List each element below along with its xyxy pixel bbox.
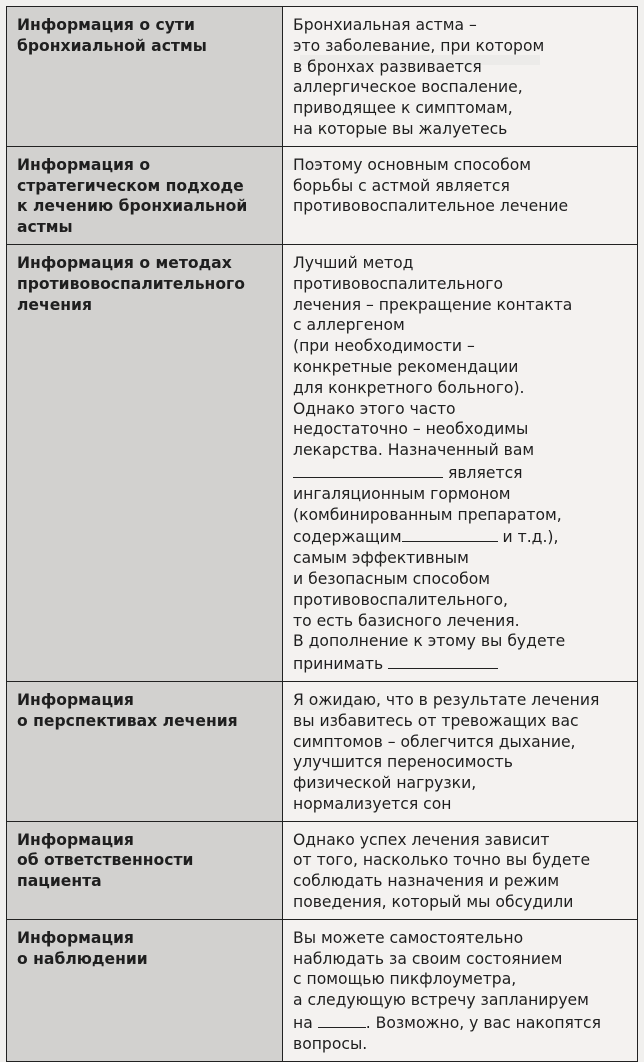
text-line: в бронхах развивается (293, 57, 482, 76)
topic-line: об ответственности (17, 851, 194, 870)
row-topic (7, 146, 283, 244)
text-line: с помощью пикфлоуметра, (293, 970, 517, 989)
text-line: Лучший метод (293, 253, 414, 272)
table-row (7, 146, 638, 244)
text-line: Однако этого часто (293, 399, 456, 418)
topic-line: Информация о методах (17, 253, 232, 272)
text-line: с аллергеном (293, 316, 405, 335)
text-line: нормализуется сон (293, 794, 452, 813)
topic-line: противовоспалительного (17, 274, 245, 293)
row-topic (7, 821, 283, 919)
table-row (7, 244, 638, 681)
text-line: Вы можете самостоятельно (293, 928, 524, 947)
topic-line: Информация о сути (17, 16, 195, 34)
topic-line: бронхиальной астмы (17, 36, 207, 55)
text-fragment: . Возможно, у вас накопятся (365, 1014, 601, 1033)
fill-in-blank (318, 1011, 366, 1028)
text-line: это заболевание, при котором (293, 36, 545, 55)
row-text (283, 681, 638, 821)
text-line: и безопасным способом (293, 569, 491, 588)
topic-line: Информация (17, 690, 134, 709)
text-line: соблюдать назначения и режим (293, 872, 560, 891)
fill-in-blank (388, 652, 498, 669)
text-line: а следующую встречу запланируем (293, 991, 589, 1010)
text-line: ингаляционным гормоном (293, 484, 511, 503)
topic-line: о наблюдении (17, 949, 148, 968)
text-line: аллергическое воспаление, (293, 78, 523, 97)
blank-line (293, 652, 629, 675)
text-line: улучшится переносимость (293, 753, 513, 772)
text-line: противовоспалительного (293, 274, 504, 293)
text-line: приводящее к симптомам, (293, 99, 513, 118)
text-line: поведения, который мы обсудили (293, 893, 574, 912)
blank-line (293, 461, 629, 484)
topic-line: Информация о (17, 155, 151, 174)
row-text (283, 244, 638, 681)
text-line: недостаточно – необходимы (293, 420, 529, 439)
table-row (7, 821, 638, 919)
text-line: Однако успех лечения зависит (293, 830, 550, 849)
text-line: для конкретного больного). (293, 378, 525, 397)
text-line: наблюдать за своим состоянием (293, 949, 563, 968)
topic-line: пациента (17, 872, 102, 891)
text-line: лечения – прекращение контакта (293, 295, 573, 314)
text-line: Я ожидаю, что в результате лечения (293, 690, 600, 709)
row-topic (7, 919, 283, 1061)
text-line: (комбинированным препаратом, (293, 505, 562, 524)
text-line: Бронхиальная астма – (293, 16, 477, 34)
text-line: самым эффективным (293, 549, 469, 568)
text-fragment: и т.д.), (502, 528, 559, 547)
text-fragment: принимать (293, 655, 384, 674)
topic-line: о перспективах лечения (17, 711, 238, 730)
text-line: симптомов – облегчится дыхание, (293, 732, 576, 751)
topic-line: к лечению бронхиальной (17, 197, 248, 216)
row-topic (7, 681, 283, 821)
text-line: от того, насколько точно вы будете (293, 851, 591, 870)
fill-in-blank (293, 461, 443, 478)
table-row (7, 919, 638, 1061)
text-line: физической нагрузки, (293, 774, 477, 793)
text-line: вопросы. (293, 1034, 368, 1053)
text-line: лекарства. Назначенный вам (293, 441, 535, 460)
blank-line (293, 525, 629, 548)
text-fragment: на (293, 1014, 313, 1033)
text-line: борьбы с астмой является (293, 176, 510, 195)
row-text (283, 7, 638, 147)
text-line: конкретные рекомендации (293, 357, 519, 376)
row-topic (7, 7, 283, 147)
info-table (6, 6, 638, 1062)
text-line: Поэтому основным способом (293, 155, 532, 174)
row-text (283, 821, 638, 919)
text-line: (при необходимости – (293, 337, 475, 356)
text-fragment: содержащим (293, 528, 402, 547)
blank-line (293, 1011, 629, 1034)
text-line: В дополнение к этому вы будете (293, 632, 566, 651)
row-text (283, 146, 638, 244)
topic-line: лечения (17, 295, 92, 314)
text-line: то есть базисного лечения. (293, 611, 520, 630)
topic-line: стратегическом подходе (17, 176, 244, 195)
text-line: на которые вы жалуетесь (293, 119, 508, 138)
text-fragment: является (447, 463, 523, 482)
text-line: вы избавитесь от тревожащих вас (293, 711, 579, 730)
text-line: противовоспалительного, (293, 590, 509, 609)
fill-in-blank (402, 525, 498, 542)
topic-line: астмы (17, 218, 73, 237)
row-topic (7, 244, 283, 681)
topic-line: Информация (17, 830, 134, 849)
text-line: противовоспалительное лечение (293, 197, 569, 216)
table-row (7, 681, 638, 821)
table-row (7, 7, 638, 147)
topic-line: Информация (17, 928, 134, 947)
row-text (283, 919, 638, 1061)
